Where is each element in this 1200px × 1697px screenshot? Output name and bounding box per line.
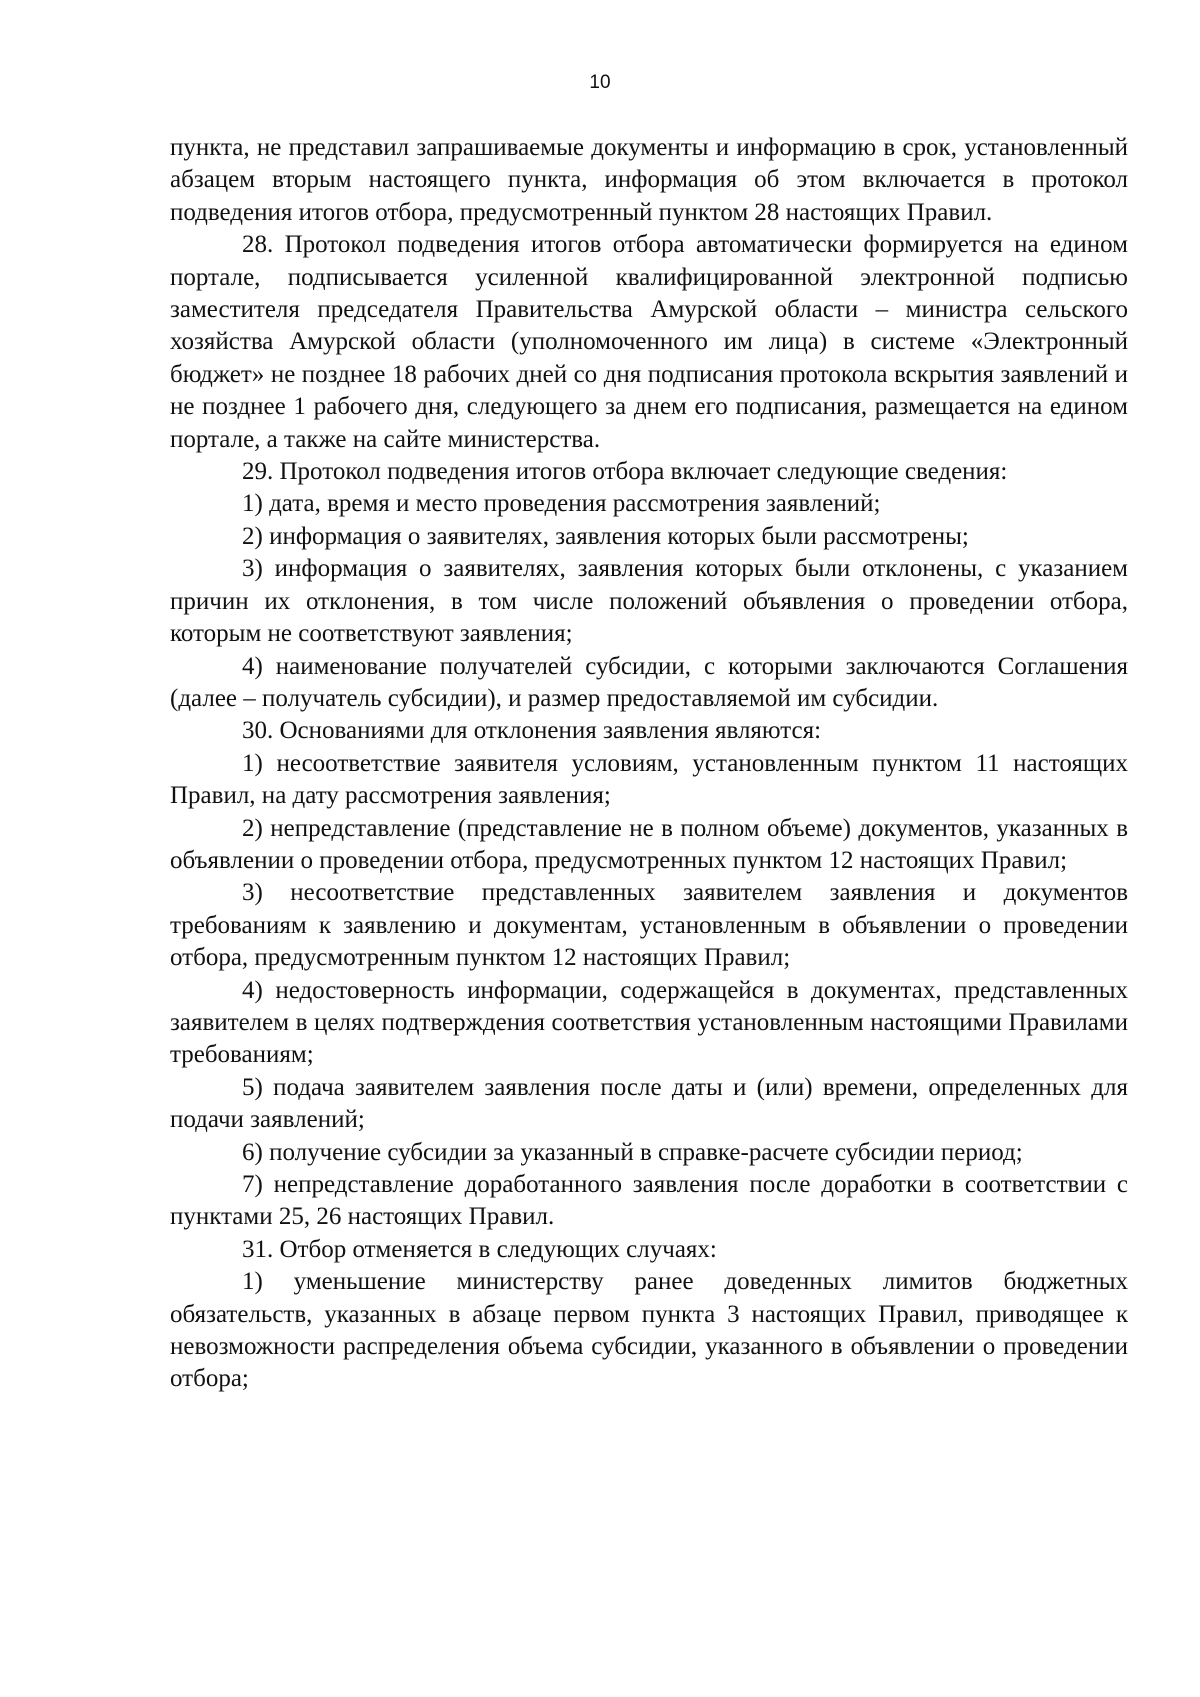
list-item-29-1: 1) дата, время и место проведения рассмотрения заявлений; — [242, 490, 881, 518]
list-item-31-1: 1) уменьшение министерству ранее доведенных лимитов бюджетных обязательств, указанных в абзаце первом пункта 3 настоящих Правил, приводящее к невозможности распределения объема субсидии, указанного в объявлении о проведении отбора; — [170, 1268, 1128, 1393]
paragraph-29: 29. Протокол подведения итогов отбора включает следующие сведения: — [242, 458, 1008, 486]
list-item-30-1: 1) несоответствие заявителя условиям, установленным пунктом 11 настоящих Правил, на дату рассмотрения заявления; — [170, 749, 1128, 810]
paragraph-30: 30. Основаниями для отклонения заявления являются: — [242, 717, 822, 745]
paragraph-31: 31. Отбор отменяется в следующих случаях: — [242, 1235, 717, 1263]
list-item-30-5: 5) подача заявителем заявления после даты и (или) времени, определенных для подачи заявлений; — [170, 1073, 1128, 1134]
list-item-29-3: 3) информация о заявителях, заявления которых были отклонены, с указанием причин их отклонения, в том числе положений объявления о проведении отбора, которым не соответствуют заявления; — [170, 555, 1128, 648]
list-item-29-2: 2) информация о заявителях, заявления которых были рассмотрены; — [242, 522, 969, 550]
paragraph-continuation: пункта, не представил запрашиваемые документы и информацию в срок, установленный абзацем вторым настоящего пункта, информация об этом включается в протокол подведения итогов отбора, предусмотренный пунктом 28 настоящих Правил. — [170, 134, 1128, 226]
list-item-30-3: 3) несоответствие представленных заявителем заявления и документов требованиям к заявлению и документам, установленным в объявлении о проведении отбора, предусмотренным пунктом 12 настоящих Правил; — [170, 879, 1128, 972]
list-item-30-7: 7) непредставление доработанного заявления после доработки в соответствии с пунктами 25, 26 настоящих Правил. — [170, 1171, 1128, 1231]
page-number: 10 — [589, 72, 611, 93]
list-item-29-4: 4) наименование получателей субсидии, с которыми заключаются Соглашения (далее – получатель субсидии), и размер предоставляемой им субсидии. — [170, 652, 1128, 712]
paragraph-28: 28. Протокол подведения итогов отбора автоматически формируется на едином портале, подписывается усиленной квалифицированной электронной подписью заместителя председателя Правительства Амурской области – министра сельского хозяйства Амурской области (уполномоченного им лица) в системе «Электронный бюджет» не позднее 18 рабочих дней со дня подписания протокола вскрытия заявлений и не позднее 1 рабочего дня, следующего за днем его подписания, размещается на едином портале, а также на сайте министерства. — [170, 231, 1128, 453]
list-item-30-4: 4) недостоверность информации, содержащейся в документах, представленных заявителем в целях подтверждения соответствия установленным настоящими Правилами требованиям; — [170, 976, 1128, 1069]
list-item-30-6: 6) получение субсидии за указанный в справке-расчете субсидии период; — [242, 1138, 1023, 1166]
document-body — [170, 132, 1128, 1396]
list-item-30-2: 2) непредставление (представление не в полном объеме) документов, указанных в объявлении о проведении отбора, предусмотренных пунктом 12 настоящих Правил; — [170, 814, 1128, 874]
